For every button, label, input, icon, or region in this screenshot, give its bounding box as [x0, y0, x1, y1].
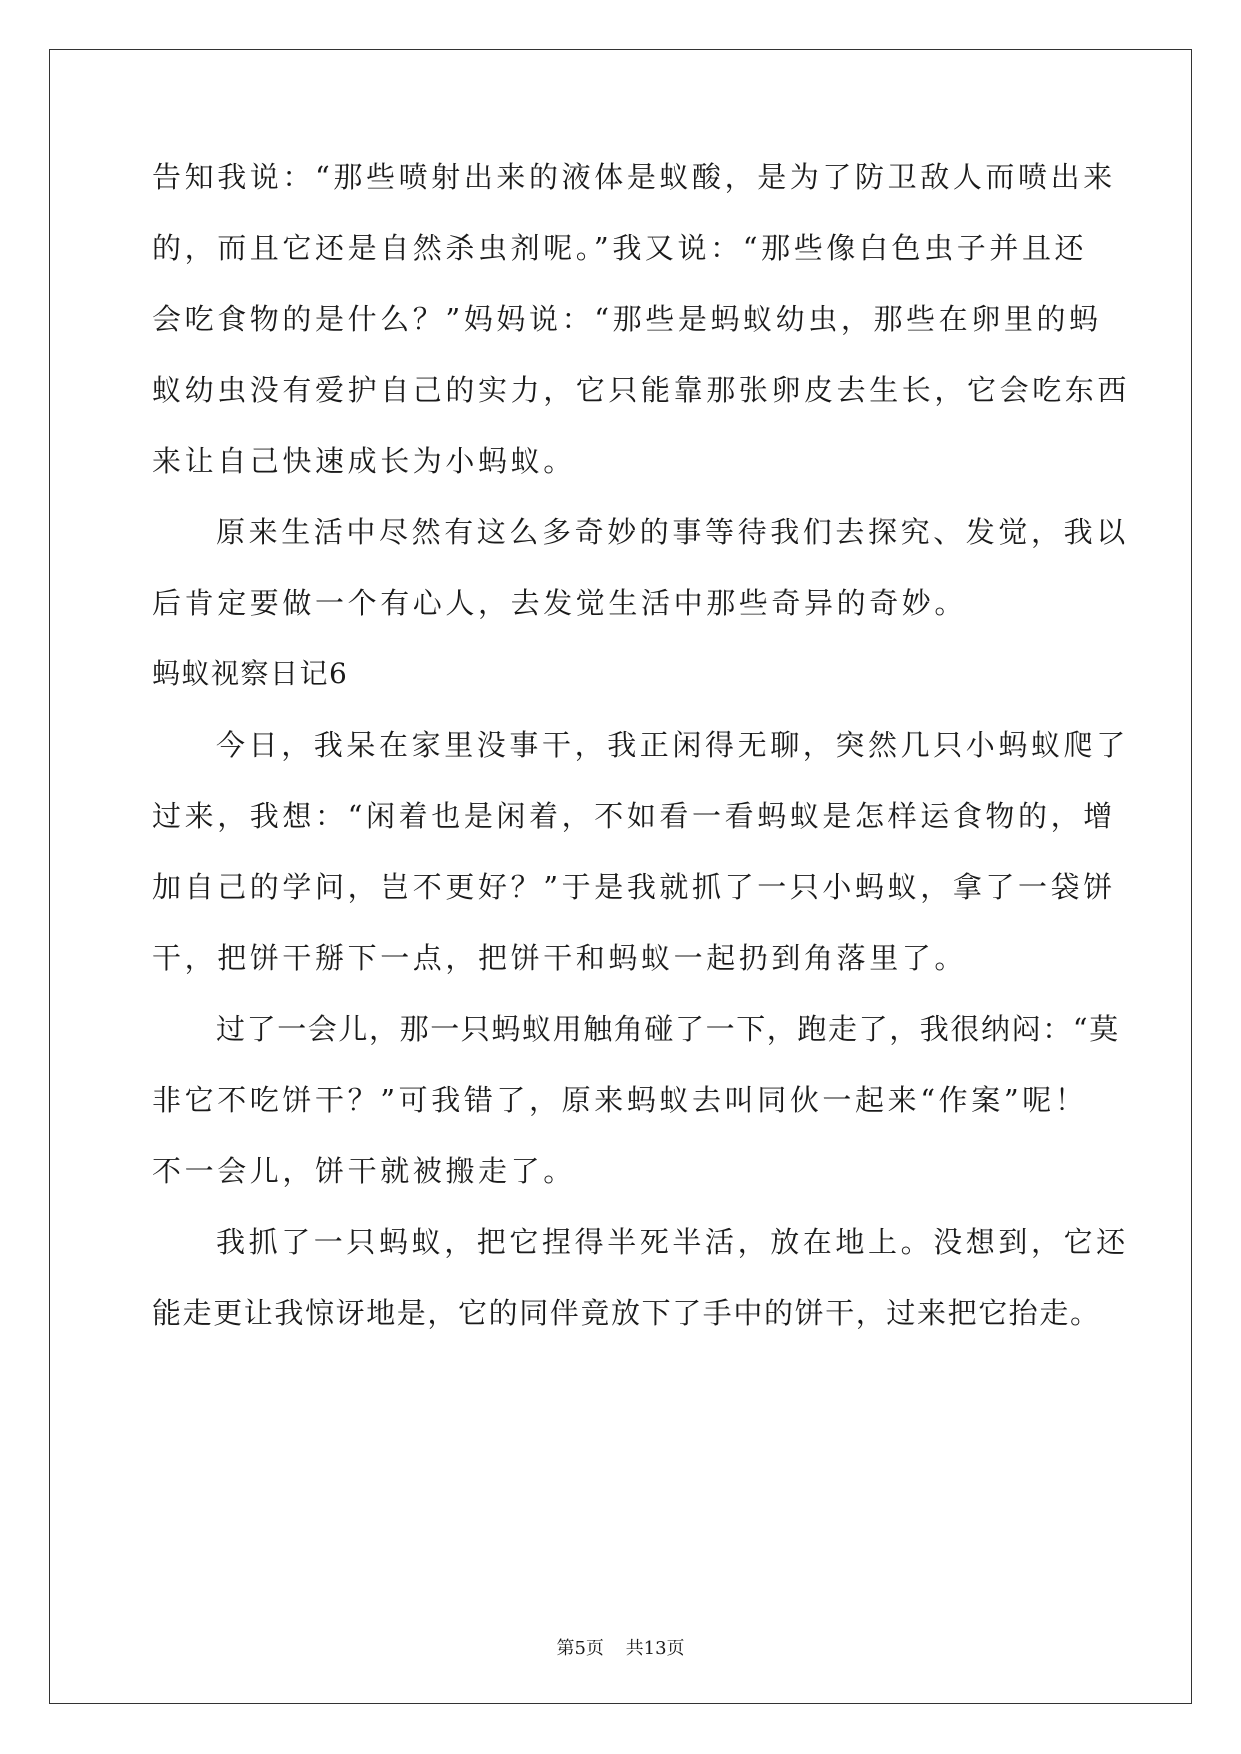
text-line: 蚁幼虫没有爱护自己的实力，它只能靠那张卵皮去生长，它会吃东西	[152, 373, 1131, 407]
text-line: 能走更让我惊讶地是，它的同伴竟放下了手中的饼干，过来把它抬走。	[152, 1296, 1101, 1330]
text-line: 来让自己快速成长为小蚂蚁。	[152, 444, 576, 478]
page-total: 共13页	[625, 1638, 685, 1659]
paragraph-first-line: 过了一会儿，那一只蚂蚁用触角碰了一下，跑走了，我很纳闷：“莫	[216, 1012, 1120, 1046]
paragraph-first-line: 原来生活中尽然有这么多奇妙的事等待我们去探究、发觉，我以	[216, 515, 1129, 549]
text-line: 非它不吃饼干？”可我错了，原来蚂蚁去叫同伙一起来“作案”呢！	[152, 1083, 1088, 1117]
text-line: 加自己的学问，岂不更好？”于是我就抓了一只小蚂蚁，拿了一袋饼	[152, 870, 1116, 904]
text-line: 会吃食物的是什么？”妈妈说：“那些是蚂蚁幼虫，那些在卵里的蚂	[152, 302, 1102, 336]
text-line: 的，而且它还是自然杀虫剂呢。”我又说：“那些像白色虫子并且还	[152, 231, 1088, 265]
text-line: 干，把饼干掰下一点，把饼干和蚂蚁一起扔到角落里了。	[152, 941, 968, 975]
text-line: 告知我说：“那些喷射出来的液体是蚁酸，是为了防卫敌人而喷出来	[152, 160, 1116, 194]
text-line: 后肯定要做一个有心人，去发觉生活中那些奇异的奇妙。	[152, 586, 968, 620]
paragraph-first-line: 今日，我呆在家里没事干，我正闲得无聊，突然几只小蚂蚁爬了	[216, 728, 1129, 762]
paragraph-first-line: 我抓了一只蚂蚁，把它捏得半死半活，放在地上。没想到，它还	[216, 1225, 1129, 1259]
page-number: 第5页	[556, 1638, 604, 1659]
text-line: 过来，我想：“闲着也是闲着，不如看一看蚂蚁是怎样运食物的，增	[152, 799, 1116, 833]
text-line: 不一会儿，饼干就被搬走了。	[152, 1154, 576, 1188]
section-heading: 蚂蚁视察日记6	[152, 657, 349, 690]
page-footer	[0, 1638, 1241, 1660]
